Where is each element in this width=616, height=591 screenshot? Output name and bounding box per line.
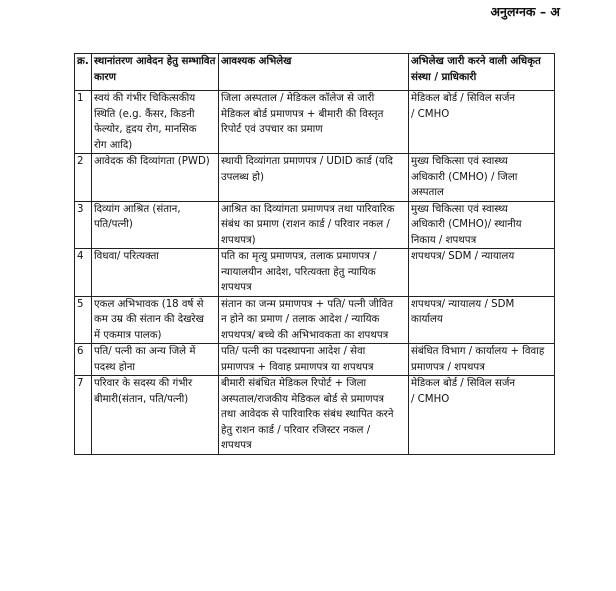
cell-reason — [92, 154, 219, 202]
cell-text-line: शपथपत्र — [221, 282, 252, 293]
cell-text-line: संबंध का प्रमाण (राशन कार्ड / परिवार नकल / — [221, 219, 390, 230]
cell-required-documents — [219, 91, 409, 154]
cell-text-line: एकल अभिभावक (18 वर्ष से — [94, 298, 204, 310]
cell-reason — [92, 249, 219, 297]
cell-text-line: मेडिकल बोर्ड / सिविल सर्जन — [411, 93, 516, 104]
cell-reason — [92, 344, 219, 376]
cell-issuing-authority — [409, 376, 555, 455]
cell-text-line: मुख्य चिकित्सा एवं स्वास्थ्य — [411, 156, 508, 167]
cell-text-line: आश्रित का दिव्यांगता प्रमाणपत्र तथा पारिवारिक — [221, 203, 395, 215]
table-row — [75, 201, 555, 249]
cell-serial-no: 5 — [75, 296, 92, 344]
transfer-reasons-table — [74, 53, 555, 455]
cell-serial-no: 2 — [75, 154, 92, 202]
cell-reason — [92, 201, 219, 249]
cell-text-line: शपथपत्र — [221, 440, 252, 451]
header-serial-no: क्र. — [75, 54, 92, 91]
annex-title: अनुलग्नक – अ — [490, 4, 560, 19]
cell-text-line: न होने का प्रमाण / तलाक आदेश / न्यायिक — [221, 314, 380, 325]
cell-text-line: मुख्य चिकित्सा एवं स्वास्थ्य — [411, 203, 508, 215]
cell-text-line: तथा आवेदक से पारिवारिक संबंध स्थापित करने — [221, 409, 394, 420]
cell-required-documents — [219, 296, 409, 344]
table-row — [75, 154, 555, 202]
cell-text-line: हेतु राशन कार्ड / परिवार रजिस्टर नकल / — [221, 424, 371, 436]
cell-text-line: रोग आदि) — [94, 139, 133, 151]
cell-issuing-authority — [409, 249, 555, 297]
cell-text-line: मेडिकल बोर्ड प्रमाणपत्र + बीमारी की विस्तृत — [221, 108, 384, 120]
cell-text-line: पति का मृत्यु प्रमाणपत्र, तलाक प्रमाणपत्र / — [221, 251, 377, 262]
cell-required-documents — [219, 249, 409, 297]
cell-issuing-authority — [409, 154, 555, 202]
cell-text-line: / CMHO — [411, 393, 450, 405]
cell-text-line: दिव्यांग आश्रित (संतान, — [94, 203, 181, 215]
cell-text-line: अधिकारी (CMHO) / जिला — [411, 171, 518, 183]
table-row — [75, 249, 555, 297]
cell-text-line: आवेदक की दिव्यांगता (PWD) — [94, 156, 210, 167]
table-row — [75, 91, 555, 154]
cell-serial-no: 6 — [75, 344, 92, 376]
cell-text-line: स्थिति (e.g. कैंसर, किडनी — [94, 108, 195, 120]
cell-text-line: उपलब्ध हो) — [221, 171, 265, 183]
cell-text-line: कार्यालय — [411, 314, 443, 325]
cell-text-line: पति/ पत्नी का अन्य जिले में — [94, 346, 196, 357]
cell-text-line: में एकमात्र पालक) — [94, 329, 162, 341]
cell-text-line: मेडिकल बोर्ड / सिविल सर्जन — [411, 378, 516, 389]
cell-text-line: रिपोर्ट एवं उपचार का प्रमाण — [221, 124, 323, 135]
cell-required-documents — [219, 376, 409, 455]
table-row — [75, 344, 555, 376]
cell-serial-no: 7 — [75, 376, 92, 455]
cell-reason — [92, 296, 219, 344]
cell-serial-no: 4 — [75, 249, 92, 297]
cell-text-line: प्रमाणपत्र / शपथपत्र — [411, 361, 485, 373]
cell-issuing-authority — [409, 344, 555, 376]
cell-text-line: शपथपत्र/ बच्चे की अभिभावकता का शपथपत्र — [221, 329, 389, 341]
header-reason: स्थानांतरण आवेदन हेतु सम्भावित कारण — [92, 54, 219, 91]
cell-required-documents — [219, 344, 409, 376]
cell-reason — [92, 91, 219, 154]
cell-text-line: प्रमाणपत्र + विवाह प्रमाणपत्र या शपथपत्र — [221, 361, 374, 373]
cell-text-line: परिवार के सदस्य की गंभीर — [94, 378, 193, 389]
cell-text-line: कम उम्र की संतान की देखरेख — [94, 314, 204, 325]
cell-text-line: संबंधित विभाग / कार्यालय + विवाह — [411, 346, 545, 357]
cell-text-line: फेल्योर, हृदय रोग, मानसिक — [94, 124, 197, 135]
cell-text-line: / CMHO — [411, 108, 450, 120]
cell-required-documents — [219, 154, 409, 202]
cell-issuing-authority — [409, 201, 555, 249]
cell-issuing-authority — [409, 296, 555, 344]
cell-reason — [92, 376, 219, 455]
cell-serial-no: 3 — [75, 201, 92, 249]
table-body — [75, 91, 555, 455]
table-header-row — [75, 54, 555, 91]
cell-text-line: शपथपत्र/ न्यायालय / SDM — [411, 298, 515, 310]
cell-text-line: न्यायालयीन आदेश, परित्यक्ता हेतु न्यायिक — [221, 266, 376, 278]
header-issuing-authority: अभिलेख जारी करने वाली अधिकृत संस्था / प्राधिकारी — [409, 54, 555, 91]
cell-text-line: शपथपत्र) — [221, 234, 256, 246]
cell-text-line: स्वयं की गंभीर चिकित्सकीय — [94, 93, 196, 104]
cell-text-line: शपथपत्र/ SDM / न्यायालय — [411, 251, 515, 262]
cell-text-line: अस्पताल/राजकीय मेडिकल बोर्ड से प्रमाणपत्र — [221, 393, 385, 405]
cell-text-line: विधवा/ परित्यक्ता — [94, 251, 159, 262]
cell-text-line: संतान का जन्म प्रमाणपत्र + पति/ पत्नी जीवित — [221, 298, 394, 310]
cell-serial-no: 1 — [75, 91, 92, 154]
cell-text-line: निकाय / शपथपत्र — [411, 234, 477, 246]
cell-text-line: स्थायी दिव्यांगता प्रमाणपत्र / UDID कार्ड (यदि — [221, 156, 393, 167]
cell-issuing-authority — [409, 91, 555, 154]
cell-required-documents — [219, 201, 409, 249]
cell-text-line: अधिकारी (CMHO)/ स्थानीय — [411, 219, 522, 230]
cell-text-line: जिला अस्पताल / मेडिकल कॉलेज से जारी — [221, 93, 375, 104]
cell-text-line: पदस्थ होना — [94, 361, 136, 373]
table-row — [75, 296, 555, 344]
cell-text-line: अस्पताल — [411, 187, 444, 198]
cell-text-line: बीमारी संबंधित मेडिकल रिपोर्ट + जिला — [221, 378, 367, 389]
header-required-documents: आवश्यक अभिलेख — [219, 54, 409, 91]
table-row — [75, 376, 555, 455]
cell-text-line: पति/पत्नी) — [94, 219, 133, 230]
cell-text-line: बीमारी(संतान, पति/पत्नी) — [94, 393, 189, 405]
cell-text-line: पति/ पत्नी का पदस्थापना आदेश / सेवा — [221, 346, 366, 357]
